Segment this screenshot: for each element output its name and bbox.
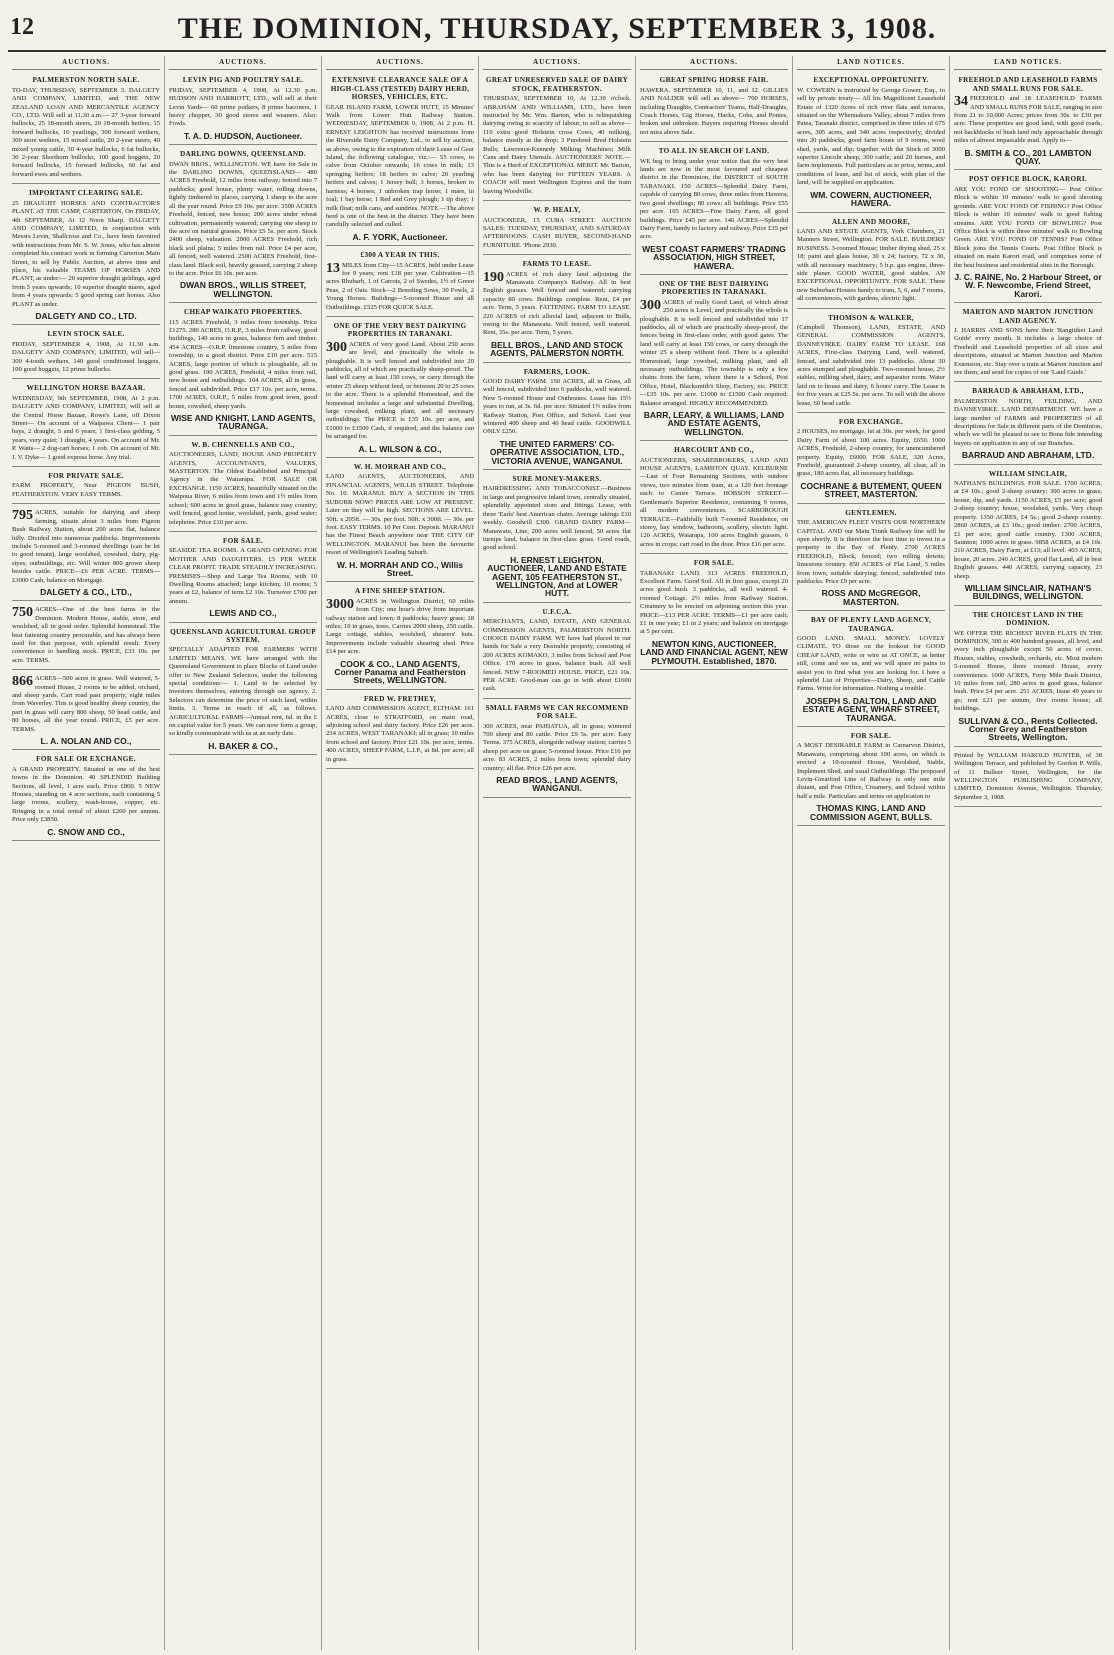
ad-text: THURSDAY, SEPTEMBER 10, At 12.30 o'clock. ABRAHAM AND WILLIAMS, LTD., have been instructed by Mr. Wm. Barton, who is relinquishing dairying owing to scarcity of labour, to sell as above— 110 extra good Holstein cross Cows, 40 milking, balance mostly at the drop; 3 Purebred Bred Holstein Bulls; Lawrence-Kennedy Milking Machines; Milk Cans and Dairy Utensils. AUCTIONEERS' NOTE.—This is a Herd of EXCEPTIONAL MERIT. Mr. Barton, who has been dairying for FIFTEEN YEARS. A COACH will meet Wellington Express and the train leaving Woodville. bbox=[483, 95, 631, 195]
ad-text: WEDNESDAY, 9th SEPTEMBER, 1908, At 2 p.m. DALGETY AND COMPANY, LIMITED, will sell at the Central Horse Bazaar, Rowe's Lane, off Dixon Street— On account of a Waipawa Client— 1 pair bays, 2 draught, 5 and 6 years; 1 first-class gelding, 5 years, very quiet; 1 draught, 4 years. On account of Mr. P. Watts— 2 dog-cart horses; 1 cob. On account of Mr. J. V. Dyke— 1 good express horse. Any trial. bbox=[12, 394, 160, 461]
ad-body bbox=[169, 161, 317, 279]
ad-text: SEASIDE TEA ROOMS. A GRAND OPENING FOR MOTHER AND DAUGHTERS. £5 PER WEEK CLEAR PROFIT. TRADE STEADILY INCREASING. PREMISES—Shop and Large Tea Rooms, with 10 Dwelling Rooms attached; large kitchen; 10 rooms; 5 years at £2, balance of term £2 10s. Turnover £700 per annum. bbox=[169, 547, 317, 605]
ad-text: HAIRDRESSING AND TOBACCONIST.—Business in large and progressive inland town, centrally situated, splendidly appointed store and fittings. Lease, with three 'Earls' best American chairs. Average takings £10 weekly. Goodwill £300. GRAND DAIRY FARM—Manawatu, Line, 200 acres well fenced, 50 acres flat turnips land, balance in first-class grass. Good roads, good school. bbox=[483, 485, 631, 552]
advertiser-name: DALGETY & CO., LTD., bbox=[40, 586, 132, 597]
advertisement bbox=[797, 729, 945, 826]
page-columns bbox=[8, 56, 1106, 1650]
advertiser-name: W. H. MORRAH AND CO., Willis Street. bbox=[336, 559, 464, 578]
advertisement bbox=[483, 365, 631, 470]
advertiser-name: ROSS AND McGREGOR, MASTERTON. bbox=[821, 588, 921, 607]
ad-text: LAND AND ESTATE AGENTS, York Chambers, 21 Manners Street, Wellington. FOR SALE. BUILDERS' BUSINESS. 3-roomed House; timber drying shed, 25 x 18; paint and glass house, 30 x 24; factory, 72 x 30, with all necessary machinery; 5 h.p. gas engine, three-side planer. GOOD WATER, good stables. AN EXCEPTIONAL OPPORTUNITY. FOR SALE. Three new Suburban Houses handy to tram, 5, 6, and 7 rooms, all conveniences, with gardens, electric light. bbox=[797, 227, 945, 303]
ad-title: FARMERS, LOOK. bbox=[523, 367, 591, 376]
ad-body bbox=[954, 480, 1102, 581]
advertisement bbox=[169, 305, 317, 436]
ad-text: WE beg to bring under your notice that the very best lands are now in the most favoured and cheapest district in the Dominion, the DISTRICT of SOUTH TARANAKI. 150 ACRES—Splendid Dairy Farm, capable of carrying 80 cows, three miles from Hawera; two good dwellings; 80 cows; all buildings. Price £55 per acre. 105 ACRES—Fine Dairy Farm, all good buildings. Price £45 per acre. 146 ACRES—Splendid Dairy Farm, handy to factory and railway. Price £35 per acre. bbox=[640, 157, 788, 241]
ad-text: AUCTIONEERS, LAND, HOUSE AND PROPERTY AGENTS, ACCOUNTANTS, VALUERS, MASTERTON. The Oldest Established and Principal Agency in the Wairarapa. FOR SALE OR EXCHANGE. 1150 ACRES, beautifully situated on the Waipoua River, 6 miles from town and 1½ miles from school; 600 acres in good grass, balance easy country; well fenced, good house, woolshed, yards, good water; telephone. Price £10 per acre. bbox=[169, 451, 317, 526]
advertisement bbox=[640, 73, 788, 142]
advertiser-name: COOK & CO., LAND AGENTS, Corner Panama and Featherston Streets, WELLINGTON. bbox=[334, 658, 466, 686]
ad-text: FARM PROPERTY, Near PIGEON BUSH, FEATHERSTON. VERY EASY TERMS. bbox=[12, 482, 160, 498]
column-4 bbox=[479, 56, 636, 1650]
advertiser-name: THE UNITED FARMERS' CO-OPERATIVE ASSOCIATION, LTD., VICTORIA AVENUE, WANGANUI. bbox=[489, 438, 625, 466]
advertiser-name: H. ERNEST LEIGHTON, AUCTIONEER, LAND AND ESTATE AGENT, 105 FEATHERSTON ST., WELLINGTON, And at LOWER HUTT. bbox=[487, 554, 627, 599]
advertisement bbox=[640, 277, 788, 441]
ad-title: FOR EXCHANGE. bbox=[838, 418, 904, 427]
ad-title: FREEHOLD AND LEASEHOLD FARMS AND SMALL RUNS FOR SALE. bbox=[958, 76, 1098, 93]
ad-text: GOOD DAIRY FARM. 150 ACRES, all in Grass, all well fenced, subdivided into 6 paddocks, well watered. New 5-roomed House and Outhouses. Lease has 15½ years to run, at 3s. 6d. per acre. Situated 1½ miles from Railway Station, Post Office, and School. Last year wintered 400 sheep and 40 head cattle. GOODWILL ONLY £250. bbox=[483, 378, 631, 436]
advertisement bbox=[12, 469, 160, 504]
advertisement bbox=[326, 460, 474, 582]
ad-body bbox=[169, 547, 317, 606]
advertiser-name: WILLIAM SINCLAIR, NATHAN'S BUILDINGS, WELLINGTON. bbox=[964, 582, 1092, 602]
advertiser-name: DWAN BROS., WILLIS STREET, WELLINGTON. bbox=[179, 280, 307, 299]
ad-text: LAND AND COMMISSION AGENT, ELTHAM. 161 ACRES, close to STRATFORD, on main road, adjoining school and dairy factory. Price £26 per acre. 234 ACRES, WEST TARANAKI; all in grass; 10 miles from school and factory. Price £21 10s. per acre, terms. 400 ACRES, SHEEP FARM, L.I.P., at 8d. per acre; all in grass. bbox=[326, 705, 474, 763]
lot-number: 866 bbox=[12, 674, 33, 690]
lot-number: 13 bbox=[326, 260, 340, 276]
ad-title: CHEAP WAIKATO PROPERTIES. bbox=[183, 308, 303, 317]
ad-text: 115 ACRES Freehold, 3 miles from township. Price £1275. 280 ACRES, O.R.P., 3 miles from railway, good buildings, 140 acres in grass, balance fern and timber. 454 ACRES—O.R.P. limestone country, 5 miles from township, in a good district. Price £10 per acre. 515 ACRES, large portion of which is ploughable, all in good grass. 190 ACRES, Freehold, 4 miles from rail, new house and outbuildings. 104 ACRES, all in grass, fenced and subdivided. Price £17 10s. per acre, terms. 1700 ACRES, O.R.P., 5 miles from good town, good house, cowshed, sheep yards. bbox=[169, 318, 317, 410]
advertisement bbox=[797, 73, 945, 212]
advertisement bbox=[483, 203, 631, 255]
ad-body bbox=[483, 485, 631, 552]
advertiser-name: WISE AND KNIGHT, LAND AGENTS, TAURANGA. bbox=[170, 413, 316, 432]
advertiser-name: WEST COAST FARMERS' TRADING ASSOCIATION, HIGH STREET, HAWERA. bbox=[642, 243, 786, 271]
ad-body bbox=[483, 723, 631, 773]
ad-body bbox=[640, 570, 788, 637]
ad-text: ACRES—One of the best farms in the Dominion. Modern House, stable, store, and woolshed, all in good order. Splendid homestead. The best fattening country procurable, and has always been used for that purpose, with splendid result. Every convenience to handling stock. PRICE, £33 10s. per acre. TERMS. bbox=[12, 606, 160, 664]
advertiser-name: B. SMITH & CO., 201 LAMBTON QUAY. bbox=[964, 147, 1092, 167]
ad-title: QUEENSLAND AGRICULTURAL GROUP SYSTEM. bbox=[170, 627, 316, 644]
ad-body bbox=[12, 482, 160, 499]
column-3 bbox=[322, 56, 479, 1650]
ad-title: FOR SALE OR EXCHANGE. bbox=[36, 755, 136, 764]
ad-title: GENTLEMEN. bbox=[845, 508, 897, 517]
advertisement bbox=[797, 415, 945, 504]
lot-number: 190 bbox=[483, 269, 504, 285]
advertisement bbox=[483, 472, 631, 603]
ad-title: THOMSON & WALKER, bbox=[828, 313, 914, 322]
ad-text: 300 ACRES, near PAHIATUA, all in grass; wintered 700 sheep and 80 cattle. Price £9 5s. per acre. Easy Terms. 375 ACRES, alongside railway station; carries 5 sheep per acre on grass; 5-roomed house. Price £16 per acre. 83 ACRES, 2 miles from town; splendid dairy country; all flat. Price £26 per acre. bbox=[483, 722, 631, 772]
advertisement bbox=[640, 556, 788, 670]
ad-title: FRED W. FRETHEY, bbox=[363, 694, 437, 703]
ad-title: FOR SALE. bbox=[693, 559, 735, 568]
ad-text: W. COWERN is instructed by George Gower, Esq., to sell by private treaty— All his Magnificent Leasehold Estate of 1320 Acres of rich river flats and terraces, situated on the Whenuakura Valley, about 7 miles from Patea, Taranaki district, comprised in three titles of 675 acres, 305 acres, and 340 acres respectively, divided into 20 paddocks; good farm house of 9 rooms, wool shed, yards, and dip; together with the Stock of 3000 superior Lincoln sheep, 300 cattle, and 20 horses, and farm implements. Full particulars as to price, terms, and conditions of lease, and list of stock, with plan of the land, will be supplied on application. bbox=[797, 86, 945, 187]
ad-body bbox=[169, 646, 317, 738]
ad-title: IMPORTANT CLEARING SALE. bbox=[29, 189, 143, 198]
ad-title: PALMERSTON NORTH SALE. bbox=[32, 76, 140, 85]
ad-title: WILLIAM SINCLAIR, bbox=[988, 469, 1068, 478]
ad-title: U.F.C.A. bbox=[542, 607, 572, 616]
ad-text: SPECIALLY ADAPTED FOR FARMERS WITH LIMITED MEANS. WE have arranged with the Queensland Government to place Blocks of Land under offer to New Zealand Selectors, under the following special conditions:— 1. Land to be selected by investors themselves, entering through our agency. 2. Selectors can determine the price of such land, within limits. 3. Terms in reach of all, as follows. AGRICULTURAL FARMS—Annual rent, 6d. in the £ on capital value for 5 years. We can now form a group, so kindly communicate with us at an early date. bbox=[169, 646, 317, 738]
lot-number: 3000 bbox=[326, 596, 354, 612]
ad-body bbox=[169, 451, 317, 527]
ad-text: ACRES—500 acres in grass. Well watered, 5-roomed House, 2 rooms to be added, orchard, and sheep yards. Cart road past property, eight miles from Waverley. This is good healthy sheep country, the part in grass will carry 800 sheep, 50 head cattle, and 80 horses, all the year round. PRICE, £5 per acre. TERMS. bbox=[12, 675, 160, 733]
ad-title: GREAT UNRESERVED SALE OF DAIRY STOCK, FEATHERSTON. bbox=[485, 76, 629, 93]
advertisement bbox=[12, 752, 160, 841]
ad-body bbox=[797, 519, 945, 586]
column-5 bbox=[636, 56, 793, 1650]
advertisement bbox=[797, 613, 945, 727]
newspaper-title: THE DOMINION, THURSDAY, SEPTEMBER 3, 1908. bbox=[177, 12, 937, 45]
ad-text: J. HARRIS AND SONS have their 'Rangitikei Land Guide' every month. It includes a large choice of Freehold and Leasehold properties of all sizes and descriptions, situated at Marton Junction and Marton Extension, etc. Stay over a train at Marton Junction and see them, and send for copies of our 'Land Guide.' bbox=[954, 326, 1102, 376]
advertiser-name: C. SNOW AND CO., bbox=[47, 826, 125, 837]
ad-title: EXTENSIVE CLEARANCE SALE OF A HIGH-CLASS (TESTED) DAIRY HERD, HORSES, VEHICLES, ETC. bbox=[330, 76, 470, 102]
advertisement bbox=[169, 534, 317, 623]
ad-body bbox=[12, 606, 160, 665]
ad-body bbox=[797, 324, 945, 408]
column-header: AUCTIONS. bbox=[169, 56, 317, 70]
ad-body bbox=[954, 186, 1102, 270]
ad-body bbox=[797, 228, 945, 304]
advertisement bbox=[640, 443, 788, 554]
advertiser-name: LEWIS AND CO., bbox=[209, 608, 277, 619]
ad-text: ACRES of very good Land. About 250 acres are level, and practically the whole is ploughable. It is well fenced and subdivided into 20 paddocks, all of which are practically sheep-proof. The land will carry at least 150 cows, or carry through the winter 25 sheep without feed, or between 20 to 25 cows to the acre. There is a splendid Homestead, and the homestead includes a large and substantial Dwelling, large cowshed, milking plant, and all necessary outbuildings. The PRICE is £35 10s. per acre, and £1000 to £1500 Cash, if required, and the balance can be arranged for. bbox=[326, 340, 474, 441]
ad-body bbox=[954, 398, 1102, 448]
advertisement bbox=[326, 584, 474, 689]
advertisement bbox=[326, 692, 474, 769]
advertiser-name: A. F. YORK, Auctioneer. bbox=[352, 231, 448, 242]
masthead-rule bbox=[8, 50, 1106, 52]
ad-body bbox=[640, 158, 788, 242]
advertisement bbox=[797, 506, 945, 611]
ad-text: PALMERSTON NORTH, FEILDING, AND DANNEVIRKE. LAND DEPARTMENT. WE have a large number of FARMS and PROPERTIES of all descriptions for Sale in different parts of the Dominion, which we will be pleased to see to Bona fide intending buyers on application to any of our Branches. bbox=[954, 397, 1102, 447]
lot-number: 795 bbox=[12, 508, 33, 524]
ad-body bbox=[12, 766, 160, 825]
ad-body bbox=[954, 95, 1102, 145]
advertisement bbox=[169, 625, 317, 756]
ad-body bbox=[483, 271, 631, 338]
advertisement bbox=[954, 305, 1102, 382]
ad-body bbox=[483, 618, 631, 694]
ad-body bbox=[12, 509, 160, 585]
ad-body bbox=[12, 675, 160, 734]
advertisement bbox=[797, 311, 945, 413]
advertiser-name: BARRAUD AND ABRAHAM, LTD. bbox=[961, 450, 1095, 461]
ad-title: A FINE SHEEP STATION. bbox=[355, 587, 445, 596]
lot-number: 300 bbox=[640, 297, 661, 313]
ad-text: A MOST DESIRABLE FARM in Carnarvon District, Manawatu, comprising about 100 acres, on which is erected a 10-roomed House, Woolshed, Stable, Implement Shed, and usual Outbuildings. The proposed Levin-Greatford Line of Railway is only one mile distant, and Post Office, Creamery, and School within half a mile. Particulars and terms on application to bbox=[797, 742, 945, 800]
ad-text: LAND AGENTS, AUCTIONEERS, AND FINANCIAL AGENTS, WILLIS STREET. Telephone No. 10. MARANUI. BUY A SECTION IN THIS SUBURB NOW! PRICES ARE LOW AT PRESENT. Later on they will be high. SECTIONS ARE LEVEL. 50ft. x 205ft. — 30s. per foot. 50ft. x 300ft. — 30s. per foot. EASY TERMS. 10 Per Cent. Deposit. MARANUI has the Finest Beach anywhere near THE CITY OF WELLINGTON. MARANUI has been the favourite resort of Wellington's Leading Suburb. bbox=[326, 473, 474, 557]
ad-title: TO ALL IN SEARCH OF LAND. bbox=[658, 147, 770, 156]
ad-body bbox=[326, 473, 474, 557]
ad-body bbox=[640, 457, 788, 549]
ad-body bbox=[640, 87, 788, 137]
ad-title: £300 A YEAR IN THIS. bbox=[360, 251, 440, 260]
ad-body bbox=[12, 200, 160, 309]
advertisement bbox=[169, 438, 317, 532]
column-header: AUCTIONS. bbox=[483, 56, 631, 70]
advertiser-name: T. A. D. HUDSON, Auctioneer. bbox=[184, 130, 302, 141]
ad-text: ACRES of really Good Land, of which about 250 acres is Level, and practically the whole is ploughable. It is well fenced and subdivided into 17 paddocks, all of which are practically sheep-proof, the fences being in first-class order, with good gates. The land will carry at least 150 cows, or carry through the winter 25 a sheep without feed. There is a splendid Homestead, large cowshed, milking plant, and all necessary outbuildings. The township is only a few chains from the farm, where there is a School, Post Office, Hotel, Blacksmith's Shop, Factory, etc. PRICE—£35 10s. per acre. £1000 to £1500 Cash required. Balance arranged. HIGHLY RECOMMENDED. bbox=[640, 298, 788, 407]
advertiser-name: NEWTON KING, AUCTIONEER, LAND AND FINANCIAL AGENT, NEW PLYMOUTH. Established, 1870. bbox=[640, 638, 788, 666]
ad-title: ONE OF THE BEST DAIRYING PROPERTIES IN TARANAKI. bbox=[659, 279, 769, 297]
ad-title: BAY OF PLENTY LAND AGENCY, TAURANGA. bbox=[810, 616, 932, 633]
ad-text: FRIDAY, SEPTEMBER 4, 1908, At 11.30 a.m. DALGETY AND COMPANY, LIMITED, will sell— 300 4-tooth wethers, 140 good conditioned hoggets, 100 good hoggets, 12 prime bullocks. bbox=[12, 340, 160, 373]
ad-title: BARRAUD & ABRAHAM, LTD., bbox=[972, 387, 1084, 396]
ad-body bbox=[326, 104, 474, 230]
advertiser-name: READ BROS., LAND AGENTS, WANGANUI. bbox=[496, 775, 618, 794]
ad-title: FOR SALE. bbox=[850, 732, 892, 741]
ad-text: ACRES, suitable for dairying and sheep farming, situate about 3 miles from Pigeon Bush Railway Station, about 200 acres flat, balance hilly. Divided into numerous paddocks. Improvements include 5-roomed and 3-roomed dwellings (can be let to good tenant), large woolshed, cowshed, dairy, pig-styes, outbuildings, etc. Will winter 800 grown sheep besides cattle. PRICE—£6 PER ACRE. TERMS—£3000 Cash, balance on Mortgage. bbox=[12, 509, 160, 584]
ad-text: (Campbell Thomson), LAND, ESTATE, AND GENERAL COMMISSION AGENTS, DANNEVIRKE. DAIRY FARM TO LEASE. 168 ACRES, First-class Dairying Land, well watered, fenced, and subdivided into 13 paddocks. About 30 acres stumped and ploughable. Two-roomed house, 2½ stables, milking shed, dairy, and separator room. Water laid on to house and dairy, 6 hours' carry. The Lease is for five years at £25 5s. per acre. To sell with the above lease, 60 head cattle. bbox=[797, 323, 945, 407]
ad-title: FOR SALE. bbox=[222, 536, 264, 545]
advertisement bbox=[954, 384, 1102, 464]
ad-body bbox=[326, 341, 474, 442]
ad-text: GOOD LAND. SMALL MONEY. LOVELY CLIMATE. TO those on the lookout for GOOD CHEAP LAND, write or wire us AT ONCE, as better still, come and see us, and we will spare no pains to assist you to find what you are looking for. I have a splendid List of Properties—Dairy, Sheep, and Cattle Farms. Write for information. Nothing a trouble. bbox=[797, 634, 945, 693]
ad-title: FOR PRIVATE SALE. bbox=[48, 472, 124, 481]
ad-text: FRIDAY, SEPTEMBER 4, 1908, At 12.30 p.m. HUDSON AND HARRIOTT, LTD., will sell at their Levin Yards— 60 prime porkers, 8 prime baconers, 1 heavy chopper, 30 good stores and weaners. Also: Fowls. bbox=[169, 86, 317, 128]
ad-body bbox=[326, 705, 474, 764]
ad-body bbox=[483, 95, 631, 196]
advertiser-name: BELL BROS., LAND AND STOCK AGENTS, PALMERSTON NORTH. bbox=[490, 339, 624, 359]
column-2 bbox=[165, 56, 322, 1650]
advertisement bbox=[326, 248, 474, 317]
column-header: AUCTIONS. bbox=[640, 56, 788, 70]
advertiser-name: THOMAS KING, LAND AND COMMISSION AGENT, BULLS. bbox=[810, 803, 932, 822]
ad-text: WE OFFER THE RICHEST RIVER FLATS IN THE DOMINION, 300 to 400 hundred grasses, all level, and every inch ploughable except 50 acres of cover. Houses, stables, cowsheds, orchards, etc. Most modern 5-roomed House, three roomed House, every convenience. 1000 ACRES, Forty Mile Bush District, 10 miles from rail, 280 acres in good grass, balance bush. Price £4 per acre. 251 ACRES, Issue 40 years to go; rent £21 per annum, five rooms house; all buildings. bbox=[954, 629, 1102, 713]
page-number: 12 bbox=[10, 14, 34, 40]
ad-text: 25 DRAUGHT HORSES AND CONTRACTOR'S PLANT. AT THE CAMP, CARTERTON, On FRIDAY, 4th SEPTEMBER, At 12 Noon Sharp. DALGETY AND COMPANY, LIMITED, in conjunction with Messrs Levin, Shallcross and Co., have been favoured with instructions from Mr. S. W. Jones, who has almost completed his contract work in forming Carterton Main Street, to sell by Public Auction, at above time and place, his valuable TEAMS OF HORSES AND PLANT, as under:— 20 superior draught geldings, aged from 5 years upwards; 10 superior draught mares, aged from 4 years upwards; 5 good spring cart horses. Also PLANT as under. bbox=[12, 199, 160, 308]
masthead bbox=[0, 0, 1114, 52]
ad-body bbox=[640, 299, 788, 408]
ad-body bbox=[12, 87, 160, 179]
advertisement bbox=[483, 73, 631, 201]
advertisement bbox=[12, 327, 160, 379]
ad-text: Printed by WILLIAM HAROLD HUNTER, of 38 Wellington Terrace, and published by Gordon P. Wills, of 11 Bulleer Street, Wellington, for the WELLINGTON PUBLISHING COMPANY, LIMITED, Dominion Avenue, Wellington. Thursday, September 3, 1908. bbox=[954, 751, 1102, 801]
ad-title: WELLINGTON HORSE BAZAAR. bbox=[26, 384, 146, 393]
ad-title: ONE OF THE VERY BEST DAIRYING PROPERTIES IN TARANAKI. bbox=[333, 321, 467, 339]
ad-text: AUCTIONEERS, SHAREBROKERS, LAND AND HOUSE AGENTS, LAMBTON QUAY. KELBURNE—Last of Four Remaining Sections, with outdoor views, two minutes from tram, at a 120 feet frontage each to Centre Terrace. HOBSON STREET—Gentleman's Superior Residence, containing 9 rooms, all modern conveniences. SCARBOROUGH TERRACE—Faithfully built 7-roomed Residence, on storey, bay window, bathroom, scullery, electric light. 120 ACRES, Waiarapa, 100 acres English grasses, 6 acres in crops; cart road to the door. Price £16 per acre. bbox=[640, 456, 788, 548]
ad-title: GREAT SPRING HORSE FAIR. bbox=[659, 76, 769, 85]
ad-text: AUCTIONEER, 15 CUBA STREET. AUCTION SALES: TUESDAY, THURSDAY, AND SATURDAY AFTERNOONS. CASH BUYER, SECOND-HAND FURNITURE. 'Phone 2930. bbox=[483, 216, 631, 249]
advertisement bbox=[483, 701, 631, 798]
ad-text: MERCHANTS, LAND, ESTATE, AND GENERAL COMMISSION AGENTS, PALMERSTON NORTH. CHOICE DAIRY FARM. WE have had placed in our hands for Sale a very Desirable property, consisting of 200 ACRES KOMAKO, 3 miles from School and Post Office. 170 acres in grass, balance bush. All well fenced. NEW 7-ROOMED HOUSE. PRICE, £21 10s. PER ACRE. Good-man can go in with about £1600 cash. bbox=[483, 618, 631, 693]
advertisement bbox=[12, 186, 160, 325]
advertiser-name: H. BAKER & CO., bbox=[208, 740, 278, 751]
advertisement bbox=[12, 506, 160, 601]
advertisement bbox=[483, 605, 631, 699]
ad-text: TO-DAY, THURSDAY, SEPTEMBER 3. DALGETY AND COMPANY, LIMITED, and THE NEW ZEALAND LOAN AND MERCANTILE AGENCY CO., LTD. Will sell at 11.30 a.m.— 27 3-year forward bullocks, 25 18-month steers, 20 18-month heifers, 15 forward bullocks, 16 yearlings, 300 forward wethers, 300 store wethers, 15 mixed cattle, 20 2-year steers, 40 mixed young cattle, 30 4-year bullocks, 6 fat bullocks, 30 2-year Shorthorn bullocks, 100 good hoggets, 20 forward bullocks, 15 forward bullocks, 60 fat and forward ewes and wethers. bbox=[12, 86, 160, 178]
ad-text: 2 HOUSES, no mortgage, let at 30s. per week, for good Dairy Farm of about 100 acres. Equity, £650. 1000 ACRES, Freehold, 2-sheep country, for unencumbered property. Equity, £6000. FOR SALE, 320 Acres, Freehold, guaranteed 2-sheep country, all clear, all in grass, 180 acres flat, all necessary buildings. bbox=[797, 428, 945, 478]
ad-body bbox=[797, 742, 945, 801]
advertisement bbox=[12, 603, 160, 670]
ad-title: EXCEPTIONAL OPPORTUNITY. bbox=[813, 76, 929, 85]
advertisement bbox=[954, 749, 1102, 807]
ad-text: THE AMERICAN FLEET VISITS OUR NORTHERN CAPITAL. AND our Main Trunk Railway line will be open shortly. It is therefore the best time to invest in a property in the Bay of Plenty. 2700 ACRES FREEHOLD, Block, fenced; two rolling downs; limestone country. 850 ACRES of Flat Land, 5 miles from town, suitable dairying; fenced, subdivided into paddocks. Price £9 per acre. bbox=[797, 519, 945, 585]
column-header: AUCTIONS. bbox=[326, 56, 474, 70]
ad-title: HARCOURT AND CO., bbox=[674, 446, 754, 455]
advertisement bbox=[640, 144, 788, 275]
ad-text: FREEHOLD and 18 LEASEHOLD FARMS AND SMALL RUNS FOR SALE, ranging in size from 21 to 10,000 Acres; prices from 30s. to £30 per acre. These properties are good land, with good roads, not backblocks of bush land only approachable through miles of almost impassable mud. Apply to— bbox=[954, 95, 1102, 145]
ad-title: W. P. HEALY, bbox=[533, 206, 581, 215]
ad-title: FARMS TO LEASE. bbox=[522, 260, 592, 269]
advertisement bbox=[326, 319, 474, 458]
column-header: LAND NOTICES. bbox=[797, 56, 945, 70]
lot-number: 300 bbox=[326, 339, 347, 355]
advertisement bbox=[954, 608, 1102, 747]
advertisement bbox=[954, 467, 1102, 606]
ad-text: HAWERA. SEPTEMBER 10, 11, and 12. GILLIES AND NALDER will sell as above— 700 HORSES, including Draughts, Contractors' Teams, Half-Draughts, Coach Horses, Gig Horses, Hacks, Cobs, and Ponies, broken and unbroken. Buyers requiring Horses should not miss above Sale. bbox=[640, 86, 788, 136]
ad-title: LEVIN STOCK SALE. bbox=[47, 330, 125, 339]
advertiser-name: BARR, LEARY, & WILLIAMS, LAND AND ESTATE AGENTS, WELLINGTON. bbox=[643, 410, 785, 437]
ad-body bbox=[483, 217, 631, 251]
column-header: LAND NOTICES. bbox=[954, 56, 1102, 70]
advertisement bbox=[12, 672, 160, 750]
advertisement bbox=[12, 381, 160, 467]
ad-text: ACRES in Wellington District, 60 miles from City; one hour's drive from important railway station and town; 8 paddocks; heavy grass; 18 miles; 10 in grass, trees. Carries 2000 sheep, 250 cattle. Large cottage, stables, woolshed, shearers' huts. Improvements include valuable shearing shed. Price £14 per acre. bbox=[326, 597, 474, 656]
ad-title: ALLEN AND MOORE, bbox=[831, 217, 911, 226]
ad-body bbox=[326, 598, 474, 657]
lot-number: 750 bbox=[12, 605, 33, 621]
advertiser-name: WM. COWERN, AUCTIONEER, HAWERA. bbox=[810, 189, 932, 209]
ad-title: THE CHOICEST LAND IN THE DOMINION. bbox=[972, 610, 1084, 628]
ad-body bbox=[797, 635, 945, 694]
ad-title: DARLING DOWNS, QUEENSLAND. bbox=[179, 150, 306, 159]
advertisement bbox=[169, 73, 317, 145]
advertisement bbox=[169, 147, 317, 303]
advertiser-name: SULLIVAN & CO., Rents Collected. Corner Grey and Featherston Streets, Wellington. bbox=[958, 715, 1098, 743]
ad-title: SMALL FARMS WE CAN RECOMMEND FOR SALE. bbox=[485, 703, 629, 721]
advertiser-name: DALGETY AND CO., LTD. bbox=[35, 310, 137, 321]
ad-title: SURE MONEY-MAKERS. bbox=[512, 475, 602, 484]
ad-text: ARE YOU FOND OF SHOOTING— Post Office Block is within 10 minutes' walk to good shooting grounds. ARE YOU FOND OF FISHING? Post Office Block is within 10 minutes' walk to good fishing streams. ARE YOU FOND OF BOWLING? Post Office Block is within three minutes' walk to Bowling Green. ARE YOU FOND OF TENNIS? Post Office Block joins the Tennis Courts. Post Office Block is situated on main Karori road, and comprises some of the best business and residential sites in the Borough. bbox=[954, 185, 1102, 269]
ad-body bbox=[954, 327, 1102, 377]
advertiser-name: J. C. RAINE, No. 2 Harbour Street, or W. F. Newcombe, Friend Street, Karori. bbox=[954, 271, 1102, 299]
ad-text: A GRAND PROPERTY. Situated in one of the best towns in the Dominion. 40 SPLENDID Building Sections, all level, 1 acre each. Price £800. 5 NEW Houses, standing on 4 acre sections, each containing 5 large rooms, scullery, wash-house, copper, etc. Bringing in a total rental of about £260 per annum. Price only £3850. bbox=[12, 765, 160, 824]
column-7 bbox=[950, 56, 1106, 1650]
ad-body bbox=[169, 319, 317, 411]
ad-body bbox=[169, 87, 317, 129]
ad-title: LEVIN PIG AND POULTRY SALE. bbox=[182, 76, 304, 85]
advertisement bbox=[326, 73, 474, 246]
ad-text: DWAN BROS., WELLINGTON. WE have for Sale in the DARLING DOWNS, QUEENSLAND— 480 ACRES Freehold, 12 miles from railway; fenced into 7 paddocks; good house, plenty water, rolling downs, lightly timbered in places, carrying 1 sheep to the acre all the year round. Price £9 10s. per acre. 3500 ACRES Freehold, fenced, new house; 200 acres under wheat cultivation, permanently watered; carrying one sheep to the acre on natural grasses. Price £5 5s. per acre. Stock 2400 sheep, valuation. 2000 ACRES Freehold, rich black soil plains; 5 miles from rail. Price £4 per acre, all fenced, well watered. 2500 ACRES Freehold, first-class land. Black soil, heavily grassed, carrying 2 sheep to the acre. Price £6 10s. per acre. bbox=[169, 160, 317, 277]
advertisement bbox=[483, 257, 631, 362]
ad-text: TARANAKI LAND. 313 ACRES FREEHOLD, Excellent Farm. Good Soil. All in first grass, except 20 acres good bush. 3 paddocks, all well watered. 4-roomed Cottage. 2½ miles from Railway Station. Creamery to be erected on adjoining section this year. PRICE—£13 PER ACRE. TERMS—£1 per acre cash; £1 in one year; £1 in 2 years; and balance on mortgage at 5 per cent. bbox=[640, 569, 788, 636]
ad-title: W. B. CHENNELLS AND CO., bbox=[191, 440, 295, 449]
ad-text: GEAR ISLAND FARM, LOWER HUTT, 15 Minutes' Walk from Lower Hutt Railway Station. WEDNESDAY, SEPTEMBER 9, 1908, At 2 p.m. H. ERNEST LEIGHTON has received instructions from the Riverside Dairy Company, Ltd., to sell by auction, as above, owing to the expiration of their Lease of Gear Island, the following catalogue, viz.:— 55 cows, to calve from October onwards; 16 cows in milk; 13 springing heifers; 18 heifers to calve; 20 yearling heifers and calves; 1 Jersey bull; 3 horses, broken to harness; 4 horses; 1 unbroken trap horse; 1 mare, in foal; 1 bay horse; 1 Red and Grey plough; 1 tip dray; 1 milk float; milk cans, and sundries. NOTE.—The above herd is one of the best in the district. They have been carefully selected and culled. bbox=[326, 103, 474, 229]
ad-text: NATHAN'S BUILDINGS. FOR SALE. 1700 ACRES, at £4 10s.; good 2-sheep country; 300 acres in grass; house, dip, and yards. 1150 ACRES, £5 per acre; good 2-sheep country; house, woolshed, yards. Very cheap property. 1350 ACRES, £4 5s.; good 2-sheep country. 2860 ACRES, at £3 10s.; good timber. 2700 ACRES, £1 per acre; good cattle country. 1300 ACRES, Saunton; 1000 acres in grass. 9858 ACRES, at £4 10s. 210 ACRES, Dairy Farm, at £13; all level. 403 ACRES, house, 20 acres. 240 ACRES, good flat Land, all in best English grasses. 440 ACRES; carrying capacity, 23 sheep. bbox=[954, 480, 1102, 580]
advertisement bbox=[954, 73, 1102, 170]
column-6 bbox=[793, 56, 950, 1650]
ad-text: ACRES of rich dairy land adjoining the Manawatu Company's Railway. All in best English grasses. Well fenced and watered; carrying capacity 80 cows. Buildings complete. Rent, £4 per acre. Term, 5 years. FATTENING FARM TO LEASE. 220 ACRES of rich alluvial land, adjacent to Bulls, owing to the Manawatu. Well fenced, well watered. Rent, 35s. per acre. Term, 5 years. bbox=[483, 270, 631, 337]
advertiser-name: A. L. WILSON & CO., bbox=[358, 443, 442, 454]
lot-number: 34 bbox=[954, 94, 968, 110]
advertiser-name: JOSEPH S. DALTON, LAND AND ESTATE AGENT, WHARF STREET, TAURANGA. bbox=[802, 695, 940, 723]
advertisement bbox=[12, 73, 160, 184]
ad-body bbox=[797, 87, 945, 188]
ad-title: POST OFFICE BLOCK, KARORI. bbox=[968, 175, 1088, 184]
column-header: AUCTIONS. bbox=[12, 56, 160, 70]
ad-body bbox=[483, 378, 631, 437]
advertiser-name: L. A. NOLAN AND CO., bbox=[40, 736, 132, 747]
advertisement bbox=[954, 172, 1102, 303]
ad-body bbox=[954, 752, 1102, 802]
ad-body bbox=[12, 341, 160, 375]
advertisement bbox=[797, 215, 945, 309]
ad-body bbox=[797, 428, 945, 478]
ad-body bbox=[954, 630, 1102, 714]
ad-title: MARTON AND MARTON JUNCTION LAND AGENCY. bbox=[962, 308, 1094, 325]
ad-title: W. H. MORRAH AND CO., bbox=[353, 463, 447, 472]
ad-body bbox=[12, 395, 160, 462]
ad-body bbox=[326, 262, 474, 312]
advertiser-name: COCHRANE & BUTEMENT, QUEEN STREET, MASTERTON. bbox=[800, 480, 942, 500]
ad-text: MILES from City—15 ACRES, held under Lease for 9 years; rent £18 per year. Cultivation—15 acres Rhubarb, 1 of Carrots, 2 of Swedes, 1½ of Green Peas, 2 of Oats. Stock—2 Breeding Sows, 30 Fowls, 2 Young Horses. Buildings—5-roomed House and all Outbuildings. £525 FOR QUICK SALE. bbox=[326, 261, 474, 311]
column-1 bbox=[8, 56, 165, 1650]
